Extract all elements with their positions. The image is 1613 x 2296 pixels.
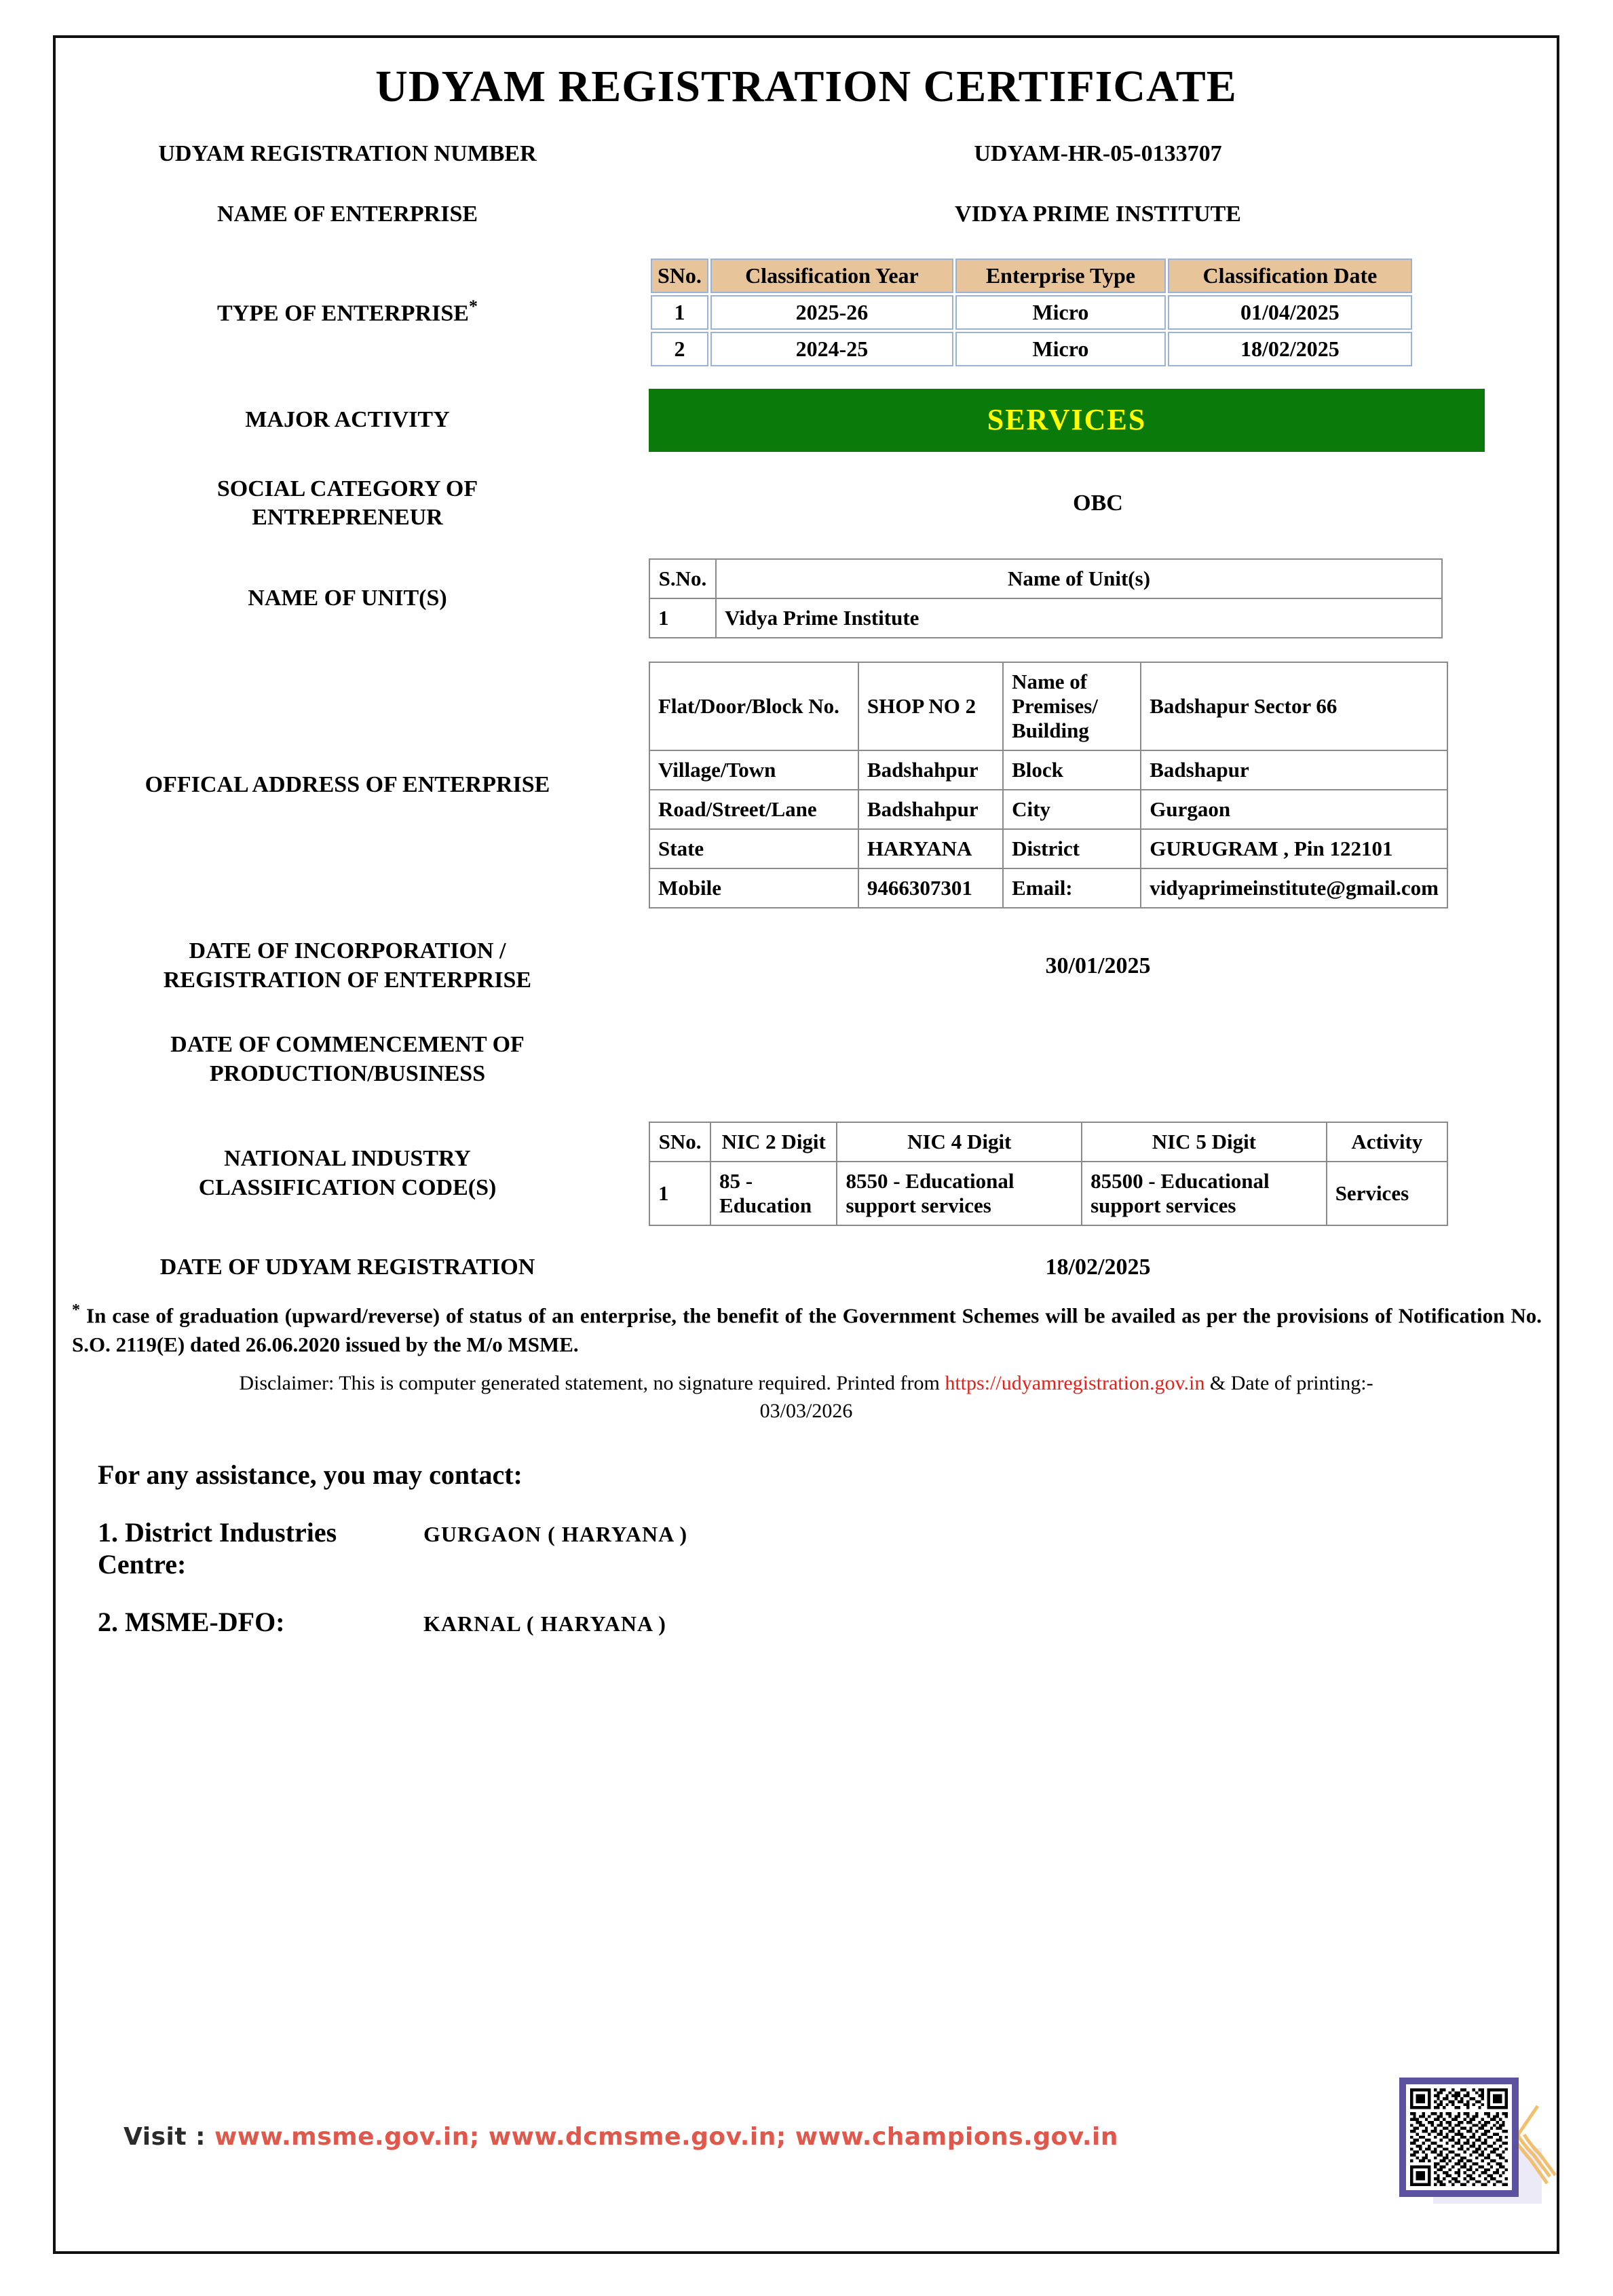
- assistance-item-msme-dfo-label: 2. MSME-DFO:: [98, 1607, 285, 1638]
- cell-type: Micro: [955, 295, 1166, 330]
- major-activity-banner: SERVICES: [649, 389, 1485, 452]
- row-enterprise-name: [56, 200, 1557, 229]
- cell-address-key-2: Block: [1003, 750, 1141, 790]
- table-header-row: [651, 259, 1412, 293]
- cell-nic-2-digit: 85 - Education: [710, 1162, 837, 1225]
- col-year: Classification Year: [710, 259, 953, 293]
- cell-address-key-1: Mobile: [649, 868, 858, 908]
- table-row: [649, 662, 1447, 750]
- cell-address-value-2: Gurgaon: [1141, 790, 1447, 829]
- col-nic-sno: SNo.: [649, 1122, 710, 1162]
- social-category-label-line2: ENTREPRENEUR: [252, 505, 443, 531]
- row-nic-codes: [56, 1122, 1557, 1226]
- footnote: [72, 1299, 1542, 1359]
- table-row: [649, 598, 1442, 638]
- row-udyam-registration-number: [56, 140, 1557, 169]
- cell-address-key-1: Road/Street/Lane: [649, 790, 858, 829]
- social-category-value: OBC: [1073, 491, 1123, 516]
- assistance-item-msme-dfo-value: KARNAL ( HARYANA ): [423, 1611, 666, 1637]
- table-row: [649, 868, 1447, 908]
- cell-address-value-2: Badshapur Sector 66: [1141, 662, 1447, 750]
- disclaimer: [76, 1370, 1536, 1425]
- date-incorporation-label: [56, 937, 639, 995]
- cell-unit-sno: 1: [649, 598, 716, 638]
- row-date-of-incorporation: [56, 937, 1557, 995]
- cell-address-value-1: Badshahpur: [858, 750, 1003, 790]
- classification-table-wrap: [639, 256, 1557, 368]
- assistance-item-dic-label: 1. District Industries Centre:: [98, 1517, 337, 1580]
- col-nic-4-digit: NIC 4 Digit: [837, 1122, 1082, 1162]
- date-commencement-label-line2: PRODUCTION/BUSINESS: [209, 1060, 486, 1086]
- cell-nic-sno: 1: [649, 1162, 710, 1225]
- cell-address-value-1: SHOP NO 2: [858, 662, 1003, 750]
- cell-address-key-2: District: [1003, 829, 1141, 868]
- footer-link-msme[interactable]: www.msme.gov.in: [214, 2123, 470, 2151]
- table-header-row: [649, 559, 1442, 598]
- cell-address-value-1: 9466307301: [858, 868, 1003, 908]
- date-commencement-label-line1: DATE OF COMMENCEMENT OF: [170, 1031, 525, 1057]
- col-sno: SNo.: [651, 259, 708, 293]
- table-row: [649, 790, 1447, 829]
- table-row: [649, 1162, 1447, 1225]
- col-unit-name: Name of Unit(s): [716, 559, 1442, 598]
- footnote-text: In case of graduation (upward/reverse) of status of an enterprise, the benefit of the Government Schemes will be availed as per the provisions of Notification No. S.O. 2119(E) dated 26.06.2020 issued by the M/o MSME.: [72, 1303, 1542, 1356]
- cell-nic-activity: Services: [1327, 1162, 1447, 1225]
- nic-table: [649, 1122, 1448, 1226]
- qr-code-icon[interactable]: [1399, 2078, 1521, 2200]
- cell-address-value-2: Badshapur: [1141, 750, 1447, 790]
- table-row: [651, 295, 1412, 330]
- cell-address-value-1: Badshahpur: [858, 790, 1003, 829]
- date-udyam-registration-value: 18/02/2025: [1045, 1255, 1151, 1280]
- page-title: UDYAM REGISTRATION CERTIFICATE: [375, 62, 1237, 111]
- table-row: [649, 829, 1447, 868]
- cell-date: 01/04/2025: [1168, 295, 1412, 330]
- cell-address-value-2: GURUGRAM , Pin 122101: [1141, 829, 1447, 868]
- disclaimer-suffix: & Date of printing:-: [1204, 1372, 1373, 1395]
- cell-address-key-1: Flat/Door/Block No.: [649, 662, 858, 750]
- units-table: [649, 558, 1443, 638]
- type-of-enterprise-asterisk: *: [468, 296, 478, 317]
- cell-address-key-2: City: [1003, 790, 1141, 829]
- disclaimer-prefix: Disclaimer: This is computer generated statement, no signature required. Printed from: [239, 1372, 945, 1395]
- cell-type: Micro: [955, 332, 1166, 366]
- name-of-units-label: NAME OF UNIT(S): [248, 585, 447, 611]
- cell-address-key-1: Village/Town: [649, 750, 858, 790]
- cell-address-value-1: HARYANA: [858, 829, 1003, 868]
- date-commencement-label: [56, 1031, 639, 1089]
- cell-address-key-2: Name of Premises/ Building: [1003, 662, 1141, 750]
- col-date: Classification Date: [1168, 259, 1412, 293]
- major-activity-label: MAJOR ACTIVITY: [245, 406, 450, 432]
- col-type: Enterprise Type: [955, 259, 1166, 293]
- cell-year: 2024-25: [710, 332, 953, 366]
- cell-sno: 2: [651, 332, 708, 366]
- address-table-wrap: [639, 662, 1557, 908]
- footer-visit-label: Visit :: [124, 2123, 206, 2151]
- units-table-wrap: [639, 558, 1557, 638]
- date-incorporation-label-line1: DATE OF INCORPORATION /: [189, 938, 506, 964]
- col-nic-activity: Activity: [1327, 1122, 1447, 1162]
- cell-date: 18/02/2025: [1168, 332, 1412, 366]
- certificate-page: [53, 35, 1559, 2254]
- row-official-address: [56, 662, 1557, 908]
- row-type-of-enterprise: [56, 256, 1557, 368]
- nic-table-wrap: [639, 1122, 1557, 1226]
- cell-address-email: vidyaprimeinstitute@gmail.com: [1141, 868, 1447, 908]
- enterprise-name-value: VIDYA PRIME INSTITUTE: [955, 202, 1241, 227]
- nic-label-line1: NATIONAL INDUSTRY: [224, 1145, 471, 1171]
- table-row: [651, 332, 1412, 366]
- major-activity-value-wrap: [639, 389, 1557, 452]
- table-row: [649, 750, 1447, 790]
- footnote-asterisk: *: [72, 1301, 80, 1320]
- row-date-of-commencement: [56, 1031, 1557, 1089]
- cell-unit-name: Vidya Prime Institute: [716, 598, 1442, 638]
- row-name-of-units: [56, 558, 1557, 638]
- urn-value: UDYAM-HR-05-0133707: [974, 141, 1222, 167]
- assistance-item-dic-value: GURGAON ( HARYANA ): [423, 1522, 688, 1547]
- footer-link-champions[interactable]: www.champions.gov.in: [795, 2123, 1118, 2151]
- cell-sno: 1: [651, 295, 708, 330]
- type-of-enterprise-label: [56, 296, 639, 328]
- footer-separator-2: ;: [776, 2123, 786, 2151]
- col-unit-sno: S.No.: [649, 559, 716, 598]
- assistance-item-dic: [98, 1516, 1557, 1580]
- nic-label: [56, 1145, 639, 1203]
- cell-nic-4-digit: 8550 - Educational support services: [837, 1162, 1082, 1225]
- enterprise-name-label: NAME OF ENTERPRISE: [216, 201, 478, 227]
- footer-visit-line: [124, 2123, 1118, 2151]
- cell-nic-5-digit: 85500 - Educational support services: [1082, 1162, 1327, 1225]
- assistance-item-msme-dfo: [98, 1606, 1557, 1638]
- address-table: [649, 662, 1448, 908]
- date-udyam-registration-label: DATE OF UDYAM REGISTRATION: [159, 1254, 535, 1280]
- social-category-label-line1: SOCIAL CATEGORY OF: [216, 476, 478, 501]
- row-date-of-udyam-registration: [56, 1253, 1557, 1282]
- row-major-activity: [56, 389, 1557, 452]
- row-social-category: [56, 475, 1557, 533]
- qr-code-frame[interactable]: [1399, 2078, 1519, 2197]
- official-address-label: OFFICAL ADDRESS OF ENTERPRISE: [145, 771, 550, 797]
- nic-label-line2: CLASSIFICATION CODE(S): [198, 1174, 497, 1200]
- date-incorporation-label-line2: REGISTRATION OF ENTERPRISE: [163, 968, 532, 993]
- cell-address-key-1: State: [649, 829, 858, 868]
- cell-year: 2025-26: [710, 295, 953, 330]
- footer-separator-1: ;: [469, 2123, 480, 2151]
- type-of-enterprise-label-text: TYPE OF ENTERPRISE: [217, 301, 469, 326]
- udyam-portal-link[interactable]: https://udyamregistration.gov.in: [945, 1372, 1205, 1395]
- date-incorporation-value: 30/01/2025: [1045, 953, 1151, 979]
- print-date: 03/03/2026: [759, 1399, 853, 1422]
- cell-address-key-2: Email:: [1003, 868, 1141, 908]
- col-nic-2-digit: NIC 2 Digit: [710, 1122, 837, 1162]
- footer-link-dcmsme[interactable]: www.dcmsme.gov.in: [488, 2123, 776, 2151]
- assistance-heading: For any assistance, you may contact:: [98, 1459, 523, 1491]
- qr-code-matrix: [1410, 2088, 1508, 2186]
- social-category-label: [56, 475, 639, 533]
- table-header-row: [649, 1122, 1447, 1162]
- classification-table: [649, 256, 1414, 368]
- urn-label: UDYAM REGISTRATION NUMBER: [158, 141, 537, 166]
- col-nic-5-digit: NIC 5 Digit: [1082, 1122, 1327, 1162]
